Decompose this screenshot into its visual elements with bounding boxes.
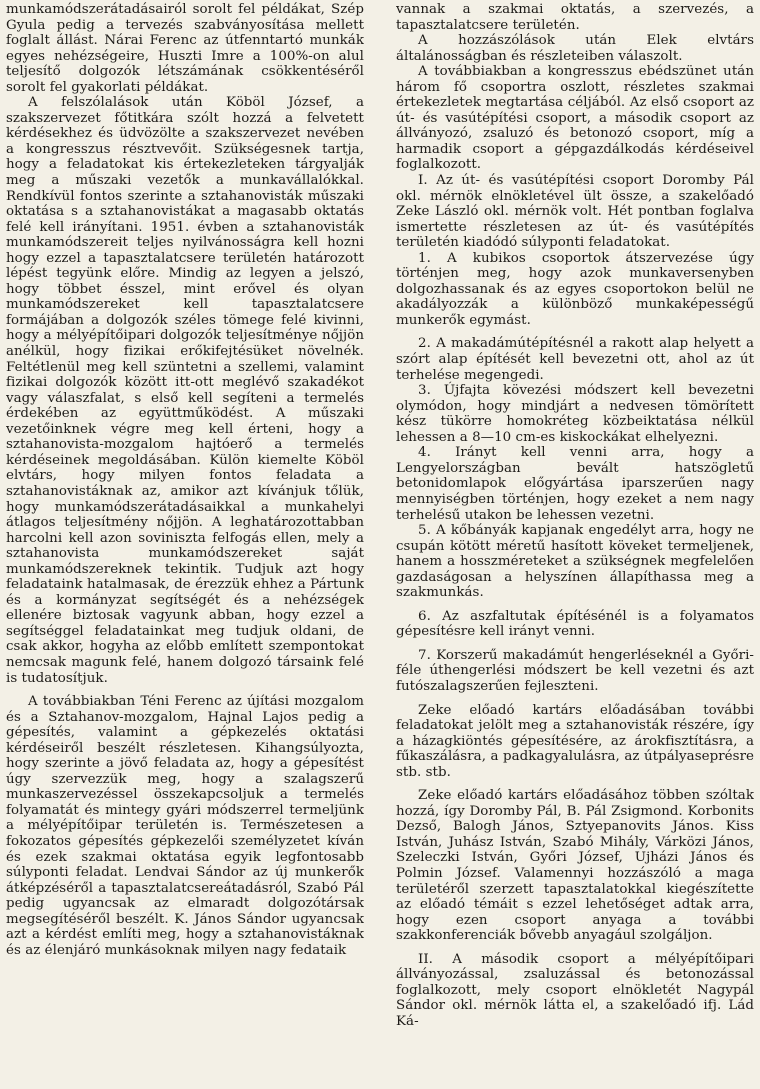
right-column-paragraph: 1. A kubikos csoportok átszervezése úgy történjen meg, hogy azok munkaversenyben dolgozhassanak és az egyes csoportokon belül ne akadályozzák a különböző munkaképességű munkerők egymást.	[396, 250, 754, 328]
right-column	[396, 2, 754, 1089]
right-column-paragraph: 2. A makadámútépítésnél a rakott alap helyett a szórt alap építését kell bevezetni ott, ahol az út terhelése megengedi.	[396, 336, 754, 383]
left-column-paragraph: A felszólalások után Köböl József, a szakszervezet főtitkára szólt hozzá a felvetett kérdésekhez és üdvözölte a szakszervezet nevében a kongresszus résztvevőit. Szükségesnek tartja, hogy a feladatokat kis értekezleteken tárgyalják meg a műszaki vezetők a munkavállalókkal. Rendkívül fontos szerinte a sztahanovisták műszaki oktatása s a sztahanovistákat a magasabb oktatás felé kell irányítani. 1951. évben a sztahanovisták munkamódszereit teljes nyilvánosságra kell hozni hogy ezzel a tapasztalatcsere területén határozott lépést tegyünk előre. Mindig az legyen a jelszó, hogy többet ésszel, mint erővel és olyan munkamódszereket kell tapasztalatcsere formájában a dolgozók széles tömege felé kivinni, hogy a mélyépítőipari dolgozók teljesítménye nőjjön anélkül, hogy fizikai erőkifejtésüket növelnék. Feltétlenül meg kell szüntetni a szellemi, valamint fizikai dolgozók között itt-ott meglévő szakadékot vagy válaszfalat, s első kell segíteni a termelés érdekében az együttműködést. A műszaki vezetőinknek végre meg kell érteni, hogy a sztahanovista-mozgalom hajtóerő a termelés kérdéseinek megoldásában. Külön kiemelte Köböl elvtárs, hogy milyen fontos feladata a sztahanovistáknak az, amikor azt kívánjuk tőlük, hogy munkamódszerátadásaikkal a munkahelyi átlagos teljesítmény nőjjön. A leghatározottabban harcolni kell azon soviniszta felfogás ellen, mely a sztahanovista munkamódszereket saját munkamódszereknek tekintik. Tudjuk azt hogy feladataink hatalmasak, de érezzük ehhez a Pártunk és a kormányzat segítségét és a nehézségek ellenére biztosak vagyunk abban, hogy ezzel a segítséggel feladatainkat meg tudjuk oldani, de csak akkor, hogyha az előbb említett szempontokat nemcsak magunk felé, hanem dolgozó társaink felé is tudatosítjuk.	[6, 95, 364, 686]
right-column-paragraph: 4. Irányt kell venni arra, hogy a Lengyelországban bevált hatszögletű betonidomlapok előgyártása iparszerűen nagy mennyiségben történjen, hogy ezeket a nem nagy terhelésű utakon be lehessen vezetni.	[396, 445, 754, 523]
left-column-paragraph: A továbbiakban Téni Ferenc az újítási mozgalom és a Sztahanov-mozgalom, Hajnal Lajos pedig a gépesítés, valamint a gépkezelés oktatási kérdéseiről beszélt részletesen. Kihangsúlyozta, hogy szerinte a jövő feladata az, hogy a gépesítést úgy szervezzük meg, hogy a szalagszerű munkaszervezéssel összekapcsoljuk a termelés folyamatát és mintegy gyári módszerrel termeljünk a mélyépítőipar területén is. Természetesen a fokozatos gépesítés gépkezelői személyzetet kíván és ezek szakmai oktatása egyik legfontosabb súlyponti feladat. Lendvai Sándor az új munkerők átképzéséről a tapasztalatcsereátadásról, Szabó Pál pedig ugyancsak az elmaradt dolgozótársak megsegítéséről beszélt. K. János Sándor ugyancsak azt a kérdést említi meg, hogy a sztahanovistáknak és az élenjáró munkásoknak milyen nagy fedataik	[6, 694, 364, 958]
right-column-paragraph: I. Az út- és vasútépítési csoport Doromby Pál okl. mérnök elnökletével ült össze, a szakelőadó Zeke László okl. mérnök volt. Hét pontban foglalva ismertette részletesen az út- és vasútépítés területén kiadódó súlyponti feladatokat.	[396, 173, 754, 251]
right-column-paragraph: 6. Az aszfaltutak építésénél is a folyamatos gépesítésre kell irányt venni.	[396, 608, 754, 640]
right-column-paragraph: 7. Korszerű makadámút hengerléseknél a Győri-féle úthengerlési módszert be kell vezetni és azt futószalagszerűen fejleszteni.	[396, 647, 754, 694]
right-column-paragraph: Zeke előadó kartárs előadásához többen szóltak hozzá, így Doromby Pál, B. Pál Zsigmond. Korbonits Dezső, Balogh János, Sztyepanovits János. Kiss István, Juhász István, Szabó Mihály, Várközi János, Szeleczki István, Győri József, Ujházi János és Polmin József. Valamennyi hozzászóló a maga területéről szerzett tapasztalatokkal kiegészítette az előadó témáit s ezzel lehetőséget adtak arra, hogy ezen csoport anyaga a további szakkonferenciák bővebb anyagául szolgáljon.	[396, 788, 754, 944]
right-column-paragraph: vannak a szakmai oktatás, a szervezés, a tapasztalatcsere területén.	[396, 2, 754, 33]
right-column-paragraph: 5. A kőbányák kapjanak engedélyt arra, hogy ne csupán kötött méretű hasított köveket termeljenek, hanem a hosszméreteket a szükségnek megfelelően gazdaságosan a helyszínen állapíthassa meg a szakmunkás.	[396, 523, 754, 601]
left-column-paragraph: munkamódszerátadásairól sorolt fel példákat, Szép Gyula pedig a tervezés szabványosítása mellett foglalt állást. Nárai Ferenc az útfenntartó munkák egyes nehézségeire, Huszti Imre a 100%-on alul teljesítő dolgozók létszámának csökkentéséről sorolt fel gyakorlati példákat.	[6, 2, 364, 95]
right-column-paragraph: A továbbiakban a kongresszus ebédszünet után három fő csoportra oszlott, részletes szakmai értekezletek megtartása céljából. Az első csoport az út- és vasútépítési csoport, a második csoport az állványozó, zsaluzó és betonozó csoport, míg a harmadik csoport a gépgazdálkodás kérdéseivel foglalkozott.	[396, 64, 754, 173]
right-column-paragraph: Zeke előadó kartárs előadásában további feladatokat jelölt meg a sztahanovisták részére, így a házagkiöntés gépesítésére, az árokfisztításra, a fűkaszálásra, a padkagyalulásra, az útpályaseprésre stb. stb.	[396, 702, 754, 780]
left-column	[6, 2, 364, 1089]
right-column-paragraph: 3. Újfajta kövezési módszert kell bevezetni olymódon, hogy mindjárt a nedvesen tömörített kész tükörre homokréteg közbeiktatása nélkül lehessen a 8—10 cm-es kiskockákat elhelyezni.	[396, 383, 754, 445]
right-column-paragraph: A hozzászólások után Elek elvtárs általánosságban és részleteiben válaszolt.	[396, 33, 754, 64]
right-column-paragraph: II. A második csoport a mélyépítőipari állványozással, zsaluzással és betonozással foglalkozott, mely csoport elnökletét Nagypál Sándor okl. mérnök látta el, a szakelőadó ifj. Lád Ká-	[396, 951, 754, 1029]
